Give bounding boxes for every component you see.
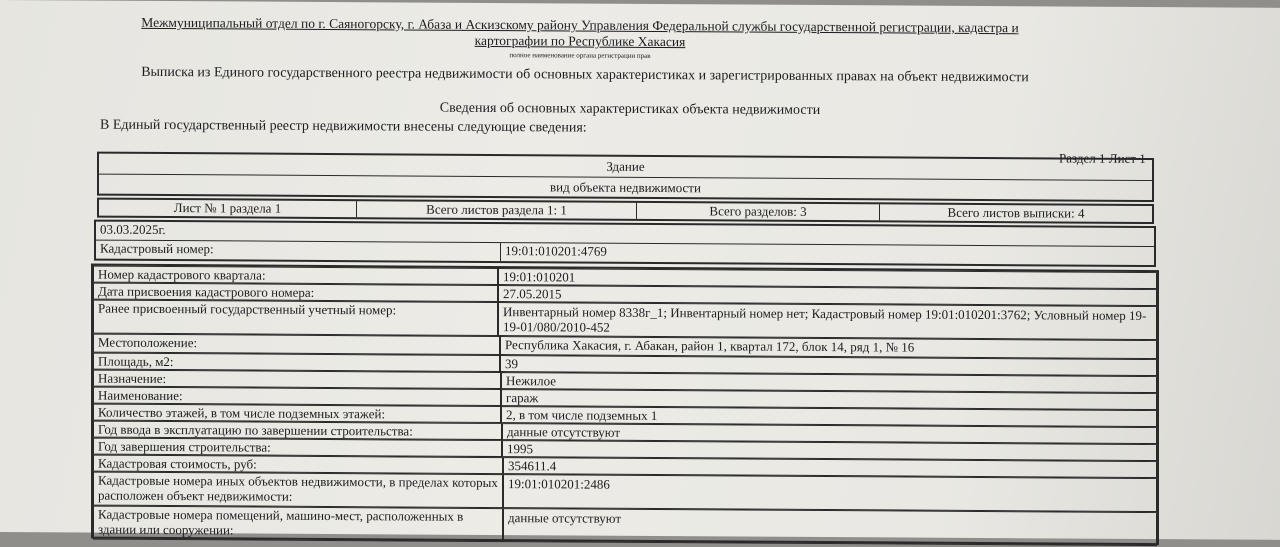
date-cadastral-box <box>94 220 1156 267</box>
org-name-line2: картографии по Республике Хакасия <box>474 32 686 50</box>
row-value: 1995 <box>502 440 1157 461</box>
row-label: Ранее присвоенный государственный учетный номер: <box>93 300 498 336</box>
sheet-number: Лист № 1 раздела 1 <box>99 200 357 218</box>
row-value: Инвентарный номер 8338г_1; Инвентарный номер нет; Кадастровый номер 19:01:010201:3762; Условный номер 19-19-01/080/2010-452 <box>498 302 1157 340</box>
table-row <box>93 506 1157 546</box>
extract-title: Выписка из Единого государственного реестра недвижимости об основных характеристиках и зарегистрированных правах на объект недвижимости <box>141 64 1029 86</box>
intro-text: В Единый государственный реестр недвижимости внесены следующие сведения: <box>100 117 587 136</box>
row-value: гараж <box>501 389 1157 410</box>
row-value: Нежилое <box>501 372 1157 393</box>
row-value: 39 <box>500 355 1157 376</box>
row-value: данные отсутствуют <box>502 423 1157 444</box>
row-label: Год завершения строительства: <box>93 438 502 457</box>
characteristics-table <box>91 264 1159 546</box>
row-value: 354611.4 <box>503 457 1157 478</box>
row-label: Площадь, м2: <box>93 353 500 372</box>
sheets-in-section: Всего листов раздела 1: 1 <box>357 201 637 219</box>
row-label: Кадастровые номера иных объектов недвижимости, в пределах которых расположен объект недвижимости: <box>93 472 503 509</box>
row-value: 2, в том числе подземных 1 <box>501 406 1157 427</box>
org-caption: полное наименование органа регистрации прав <box>509 51 651 60</box>
row-value: 19:01:010201 <box>498 268 1157 289</box>
object-type-caption: вид объекта недвижимости <box>550 179 701 196</box>
object-type-value: Здание <box>99 154 1152 181</box>
object-type-box <box>97 152 1154 202</box>
cadastral-number-value: 19:01:010201:4769 <box>505 243 607 259</box>
row-label: Местоположение: <box>93 334 500 355</box>
section-title: Сведения об основных характеристиках объекта недвижимости <box>439 100 821 119</box>
extract-date: 03.03.2025г. <box>96 222 1154 247</box>
row-value: Республика Хакасия, г. Абакан, район 1, квартал 172, блок 14, ряд 1, № 16 <box>500 336 1157 359</box>
row-value: данные отсутствуют <box>503 508 1157 546</box>
total-sheets: Всего листов выписки: 4 <box>947 204 1085 221</box>
row-label: Наименование: <box>93 387 501 406</box>
row-label: Кадастровые номера помещений, машино-мест, расположенных в здании или сооружении: <box>93 506 503 543</box>
section-sheet-label: Раздел 1 Лист 1 <box>1059 150 1146 166</box>
row-label: Количество этажей, в том числе подземных этажей: <box>93 404 501 423</box>
row-value: 27.05.2015 <box>498 285 1157 306</box>
row-value: 19:01:010201:2486 <box>503 474 1157 512</box>
total-sections: Всего разделов: 3 <box>637 203 880 220</box>
row-label: Кадастровая стоимость, руб: <box>93 455 503 475</box>
org-name-line1: Межмуниципальный отдел по г. Саяногорску, г. Абаза и Аскизскому району Управления Федеральной службы государственной регистрации, кадастра и <box>141 14 1019 36</box>
cadastral-number-label: Кадастровый номер: <box>96 241 501 261</box>
row-label: Назначение: <box>93 370 501 389</box>
row-label: Дата присвоения кадастрового номера: <box>93 283 498 302</box>
row-label: Номер кадастрового квартала: <box>93 266 498 285</box>
row-label: Год ввода в эксплуатацию по завершении строительства: <box>93 421 502 440</box>
